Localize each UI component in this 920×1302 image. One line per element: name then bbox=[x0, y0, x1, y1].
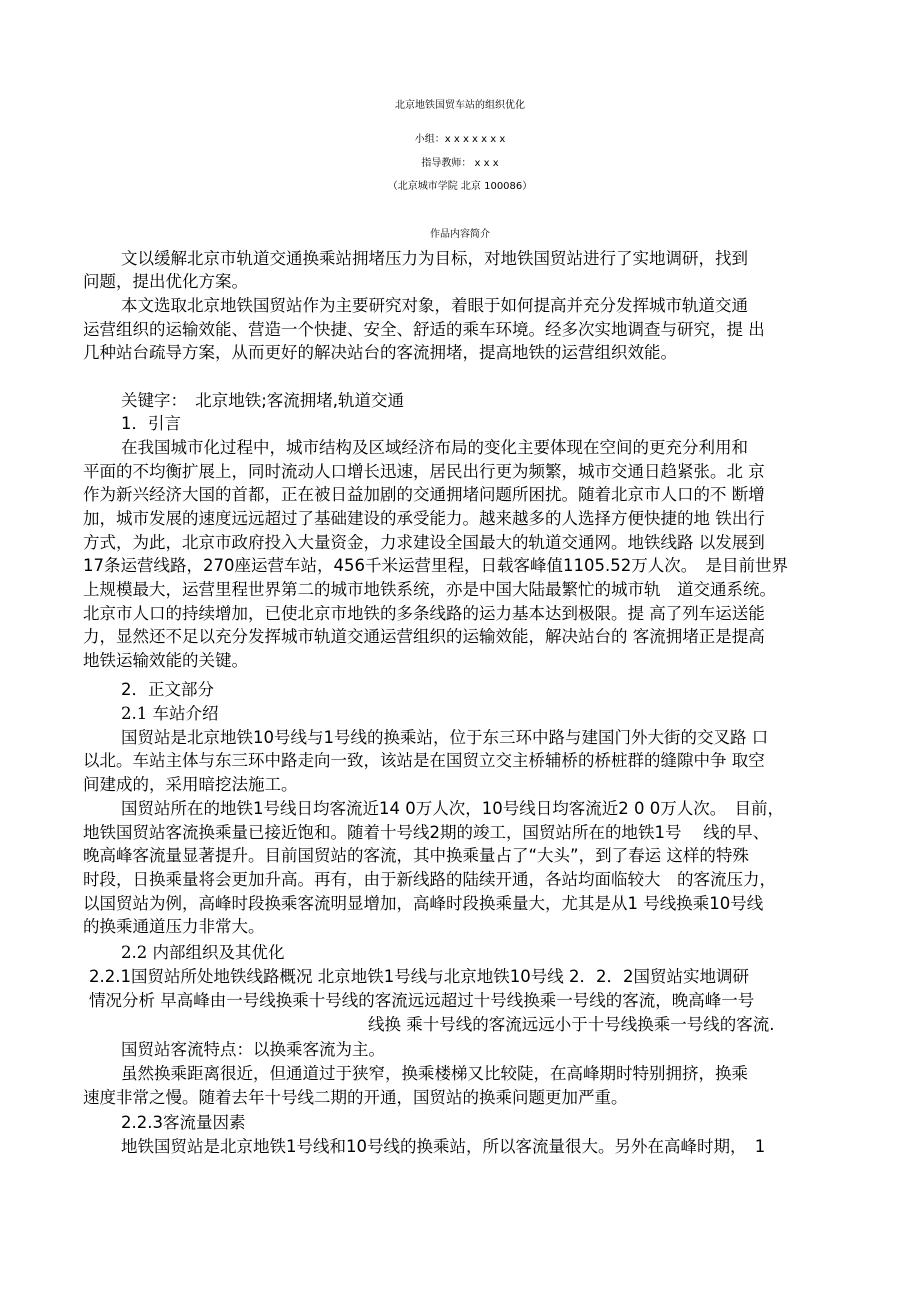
intro-line: 在我国城市化过程中，城市结构及区域经济布局的变化主要体现在空间的更充分利用和 bbox=[121, 438, 748, 457]
section-2-2-heading: 2.2 内部组织及其优化 bbox=[121, 943, 285, 962]
affiliation-line: （北京城市学院 北京 100086） bbox=[387, 181, 533, 192]
section-2-1-line: 国贸站是北京地铁10号线与1号线的换乘站，位于东三环中路与建国门外大街的交叉路 口 bbox=[121, 728, 769, 747]
summary-heading: 作品内容简介 bbox=[430, 229, 490, 240]
section-2-2-3-heading: 2.2.3客流量因素 bbox=[121, 1113, 246, 1132]
section-2-1-line: 国贸站所在的地铁1号线日均客流近14 0万人次，10号线日均客流近2 0 0万人次。 目前， bbox=[121, 799, 784, 818]
section-2-1-line: 地铁国贸站客流换乘量已接近饱和。随着十号线2期的竣工，国贸站所在的地铁1号 线的早、 bbox=[83, 823, 770, 842]
document-title: 北京地铁国贸车站的组织优化 bbox=[395, 100, 525, 111]
intro-line: 上规模最大，运营里程世界第二的城市地铁系统，亦是中国大陆最繁忙的城市轨 道交通系统。 bbox=[83, 580, 776, 599]
group-line: 小组：x x x x x x x bbox=[414, 134, 506, 145]
section-2-2-line: 情况分析 早高峰由一号线换乘十号线的客流远远超过十号线换乘一号线的客流，晚高峰一号 bbox=[89, 991, 755, 1010]
intro-line: 方式，为此，北京市政府投入大量资金，力求建设全国最大的轨道交通网。地铁线路 以发展到 bbox=[83, 533, 765, 552]
section-2-2-3-line: 地铁国贸站是北京地铁1号线和10号线的换乘站，所以客流量很大。另外在高峰时期， 1 bbox=[121, 1137, 766, 1156]
intro-line: 作为新兴经济大国的首都，正在被日益加剧的交通拥堵问题所困扰。随着北京市人口的不 断增 bbox=[83, 485, 765, 504]
intro-line: 北京市人口的持续增加，已使北京市地铁的多条线路的运力基本达到极限。提 高了列车运送能 bbox=[83, 604, 765, 623]
summary-line: 本文选取北京地铁国贸站作为主要研究对象，着眼于如何提高并充分发挥城市轨道交通 bbox=[121, 296, 748, 315]
intro-line: 平面的不均衡扩展上，同时流动人口增长迅速，居民出行更为频繁，城市交通日趋紧张。北 京 bbox=[83, 462, 765, 481]
intro-line: 力，显然还不足以充分发挥城市轨道交通运营组织的运输效能，解决站台的 客流拥堵正是提高 bbox=[83, 627, 765, 646]
section-2-2-line: 线换 乘十号线的客流远远小于十号线换乘一号线的客流. bbox=[368, 1015, 775, 1034]
summary-line: 运营组织的运输效能、营造一个快捷、安全、舒适的乘车环境。经多次实地调查与研究，提 出 bbox=[83, 320, 765, 339]
section-2-1-heading: 2.1 车站介绍 bbox=[121, 704, 219, 723]
teacher-line: 指导教师： x x x bbox=[421, 158, 499, 169]
section-2-1-line: 时段，日换乘量将会更加升高。再有，由于新线路的陆续开通，各站均面临较大 的客流压力， bbox=[83, 870, 776, 889]
section-2-1-line: 以北。车站主体与东三环中路走向一致，该站是在国贸立交主桥辅桥的桥桩群的缝隙中争 取空 bbox=[83, 751, 765, 770]
summary-line: 问题，提出优化方案。 bbox=[83, 272, 248, 291]
keywords-line: 关键字： 北京地铁;客流拥堵,轨道交通 bbox=[121, 391, 405, 410]
summary-line: 文以缓解北京市轨道交通换乘站拥堵压力为目标，对地铁国贸站进行了实地调研，找到 bbox=[121, 249, 748, 268]
intro-line: 加，城市发展的速度远远超过了基础建设的承受能力。越来越多的人选择方便快捷的地 铁出行 bbox=[83, 509, 765, 528]
intro-line: 17条运营线路，270座运营车站，456千米运营里程，日载客峰值1105.52万人次。 是目前世界 bbox=[83, 556, 788, 575]
intro-line: 地铁运输效能的关键。 bbox=[83, 651, 248, 670]
intro-heading: 1．引言 bbox=[121, 414, 181, 433]
section-2-1-line: 以国贸站为例，高峰时段换乘客流明显增加，高峰时段换乘量大，尤其是从1 号线换乘10号线 bbox=[83, 894, 764, 913]
section-2-2-line: 速度非常之慢。随着去年十号线二期的开通，国贸站的换乘问题更加严重。 bbox=[83, 1088, 628, 1107]
section-2-1-line: 间建成的，采用暗挖法施工。 bbox=[83, 775, 298, 794]
section-2-2-line: 虽然换乘距离很近，但通道过于狭窄，换乘楼梯又比较陡，在高峰期时特别拥挤，换乘 bbox=[121, 1064, 748, 1083]
summary-line: 几种站台疏导方案，从而更好的解决站台的客流拥堵，提高地铁的运营组织效能。 bbox=[83, 343, 677, 362]
section-2-2-line: 2.2.1国贸站所处地铁线路概况 北京地铁1号线与北京地铁10号线 2．2．2国贸站实地调研 bbox=[89, 967, 749, 986]
body-heading: 2．正文部分 bbox=[121, 680, 214, 699]
section-2-1-line: 的换乘通道压力非常大。 bbox=[83, 917, 265, 936]
section-2-1-line: 晚高峰客流量显著提升。目前国贸站的客流，其中换乘量占了“大头”，到了春运 这样的特殊 bbox=[83, 846, 749, 865]
section-2-2-line: 国贸站客流特点：以换乘客流为主。 bbox=[121, 1040, 385, 1059]
